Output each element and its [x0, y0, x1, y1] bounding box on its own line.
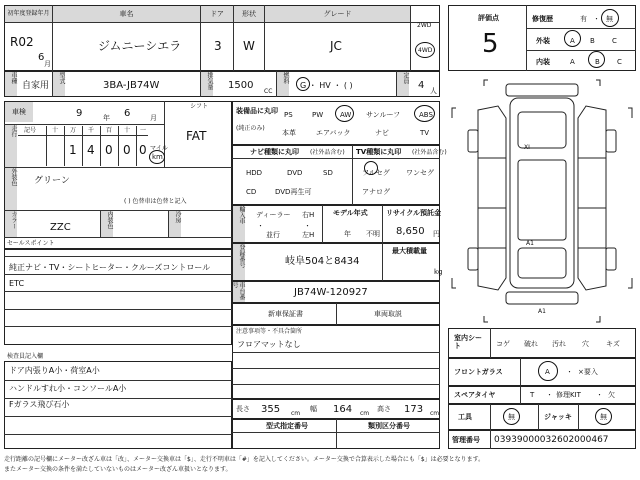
tv-fullseg: フルセグ	[362, 169, 390, 177]
inspector-line: Fガラス飛び石小	[9, 400, 70, 409]
width-value: 164	[333, 404, 353, 415]
car-name: ジムニーシエラ	[98, 39, 182, 53]
chassis-label: 車台番号	[231, 282, 245, 300]
selected-circle	[588, 51, 605, 68]
reg-month: 6	[38, 52, 45, 63]
manage-value: 03939000032602000467	[494, 435, 609, 445]
caution-box	[232, 325, 440, 399]
category-label: 車種	[5, 72, 17, 96]
manual-label: 車両取説	[374, 310, 402, 318]
shape-label: 形状	[234, 6, 264, 22]
inspector-line: ドア内張りA小・荷室A小	[9, 366, 100, 375]
odometer-unit: 記号	[24, 127, 37, 134]
length-value: 355	[261, 404, 281, 415]
color-code-value: ZZC	[50, 222, 71, 233]
grade-option: A	[570, 58, 575, 66]
import-parallel: 並行	[266, 231, 280, 239]
selected-circle	[538, 361, 558, 381]
sales-point-line: ETC	[9, 279, 25, 288]
odometer-digit: 0	[105, 143, 113, 157]
import-dot: ・	[257, 222, 264, 230]
year-unit: 年	[103, 114, 110, 122]
max-load-label: 最大積載量	[392, 247, 427, 255]
damage-mark: XI	[524, 144, 530, 151]
height-label: 高さ	[377, 405, 391, 413]
mileage-grid	[18, 126, 148, 166]
model-year-label: モデル年式	[333, 209, 368, 217]
fuel-options: G ・ HV ・ ( )	[300, 81, 353, 90]
plate-value: 岐阜504と8434	[285, 256, 360, 267]
length-label: 長さ	[236, 405, 250, 413]
spare-option: ・	[546, 391, 553, 399]
capacity-label: 定員	[397, 72, 409, 96]
person-unit: 人	[430, 87, 437, 95]
exterior-value: グリーン	[34, 176, 70, 186]
selected-circle	[414, 105, 435, 122]
odometer-unit: 千	[88, 127, 95, 134]
equipment-sunroof: サンルーフ	[366, 111, 401, 119]
spare-option: 欠	[608, 391, 615, 399]
mile-label: マイル	[150, 145, 168, 152]
plate-label: 登録番号	[233, 244, 245, 280]
hand-dot: ・	[304, 222, 311, 230]
selected-circle	[335, 105, 354, 122]
glass-option: ×要入	[578, 368, 598, 376]
selected-circle	[564, 30, 581, 47]
seat-issue: 穴	[582, 340, 589, 348]
equipment-sub: (純正のみ)	[236, 125, 265, 132]
sales-point-line: 純正ナビ・TV・シートヒーター・クルーズコントロール	[9, 263, 211, 272]
equipment-navi: ナビ	[375, 129, 389, 137]
new-warranty-label: 新車保証書	[268, 310, 303, 318]
month-unit: 月	[44, 60, 51, 68]
car-outline-icon	[448, 78, 636, 326]
glass-option: ・	[566, 368, 573, 376]
equipment-aw: AW	[340, 111, 352, 119]
row2-table	[4, 71, 440, 97]
model-year-unit: 年	[344, 230, 351, 238]
selected-circle	[149, 150, 165, 164]
drive-2wd: 2WD	[417, 22, 432, 29]
import-label: 輸入車	[233, 206, 245, 242]
score-value: 5	[482, 29, 499, 59]
equipment-airbag: エアバック	[316, 129, 351, 137]
cooler-label: 冷房	[169, 211, 181, 237]
door-label: ドア	[201, 6, 233, 22]
tv-sub: (社外品含む)	[412, 149, 447, 156]
inspection-month: 6	[124, 108, 131, 119]
reg-label: 初年度登録年月	[5, 6, 52, 22]
category-number-label: 類別区分番号	[368, 422, 410, 430]
grade-option: C	[617, 58, 622, 66]
type-designation-label: 型式指定番号	[266, 422, 308, 430]
jack-label: ジャッキ	[544, 413, 572, 421]
displacement-value: 1500	[228, 80, 254, 91]
manage-label: 管理番号	[452, 436, 480, 444]
selected-circle	[503, 408, 520, 425]
odometer-digit: 1	[69, 143, 77, 157]
shift-value: FAT	[186, 129, 207, 143]
fuel-label: 燃料	[277, 72, 289, 96]
spare-label: スペアタイヤ	[454, 391, 496, 399]
divider	[410, 5, 411, 71]
caution-label: 注意事項等・不具合箇所	[236, 328, 303, 335]
recycle-unit: 円	[433, 230, 440, 238]
recycle-label: リサイクル預託金	[386, 209, 442, 217]
sales-points-label: セールスポイント	[7, 240, 55, 247]
max-load-unit: kg	[434, 268, 443, 276]
selected-circle	[595, 408, 612, 425]
selected-circle	[364, 161, 378, 175]
equipment-title: 装備品に丸印	[236, 107, 278, 115]
navi-sub: (社外品含む)	[310, 149, 345, 156]
repair-yes: 有	[580, 15, 587, 23]
mileage-label: 走行	[5, 125, 17, 167]
color-code-label: カラー	[5, 211, 17, 237]
equipment-ps: PS	[284, 111, 293, 119]
cc-unit: CC	[264, 88, 273, 95]
grade-option: C	[612, 37, 617, 45]
cm-unit: cm	[291, 410, 301, 417]
door-count: 3	[214, 39, 222, 53]
width-label: 幅	[310, 405, 317, 413]
exterior-grade-label: 外装	[536, 37, 550, 45]
odometer-unit: 十	[52, 127, 59, 134]
navi-dvd-play: DVD再生可	[275, 188, 312, 196]
tv-oneseg: ワンセグ	[406, 169, 434, 177]
selected-circle	[601, 9, 619, 27]
inspector-label: 検査員記入欄	[7, 353, 44, 360]
navi-title: ナビ種類に丸印	[250, 148, 299, 156]
cm-unit: cm	[360, 410, 370, 417]
selected-circle	[415, 42, 435, 58]
equipment-abs: ABS	[419, 111, 433, 119]
seat-issue: キズ	[606, 340, 620, 348]
hand-right: 右H	[302, 211, 315, 219]
tools-value: 無	[508, 413, 515, 421]
grade-label: グレード	[265, 6, 410, 22]
exterior-label: 外装色	[5, 168, 17, 210]
seat-issue: 破れ	[524, 340, 538, 348]
spare-option: T	[530, 391, 535, 399]
footer-note: 走行距離の記号欄にメーター改ざん車は「改」、メーター交換車は「$」、走行不明車は「#」を記入してください。メーター交換で合算表示した場合にも「$」は必要となります。	[4, 456, 485, 463]
interior-grade-label: 内装	[536, 58, 550, 66]
grade-option: B	[590, 37, 595, 45]
month-unit: 月	[150, 114, 157, 122]
seat-issue: コゲ	[496, 340, 510, 348]
repair-label: 修復歴	[532, 15, 553, 23]
interior-label: 内装色	[101, 211, 113, 237]
odometer-digit: 0	[139, 143, 147, 157]
odometer-digit: 0	[123, 143, 131, 157]
navi-cd: CD	[246, 188, 257, 196]
inspection-label: 車検	[5, 102, 33, 122]
spare-option: 修理KIT	[556, 391, 581, 399]
model-value: 3BA-JB74W	[103, 80, 160, 91]
repair-no: 無	[606, 15, 613, 23]
recycle-value: 8,650	[396, 226, 425, 237]
exterior-note: ( ) 色替車は色替と記入	[124, 198, 187, 205]
shift-label: シフト	[190, 103, 209, 110]
navi-sd: SD	[323, 169, 333, 177]
odometer-unit: 一	[140, 127, 147, 134]
equipment-tv: TV	[420, 129, 430, 137]
reg-year: R02	[10, 35, 34, 49]
tools-label: 工具	[458, 413, 472, 421]
divider	[4, 124, 164, 125]
name-label: 車名	[53, 6, 200, 22]
model-year-unknown: 不明	[366, 230, 380, 238]
seats-label: 室内シート	[454, 334, 482, 350]
score-label: 評価点	[478, 14, 499, 22]
divider	[4, 22, 440, 23]
drive-4wd: 4WD	[418, 47, 433, 54]
damage-mark: A1	[538, 308, 546, 315]
divider	[4, 210, 232, 211]
shape-value: W	[243, 39, 255, 53]
equipment-leather: 本革	[282, 129, 296, 137]
car-diagram	[448, 78, 636, 326]
odometer-digit: 4	[87, 143, 95, 157]
inspection-year: 9	[76, 108, 83, 119]
km-label: km	[152, 153, 163, 161]
navi-hdd: HDD	[246, 169, 263, 177]
jack-value: 無	[600, 413, 607, 421]
glass-option: A	[545, 368, 550, 376]
hand-left: 左H	[302, 231, 315, 239]
height-value: 173	[404, 404, 424, 415]
odometer-unit: 万	[70, 127, 77, 134]
capacity-value: 4	[418, 80, 425, 91]
divider	[4, 167, 232, 168]
odometer-unit: 百	[106, 127, 113, 134]
tv-analog: アナログ	[362, 188, 390, 196]
footer-note: またメーター交換の条件を満たしていないものはメーター改ざん車扱いとなります。	[4, 466, 232, 473]
cm-unit: cm	[430, 410, 440, 417]
displacement-label: 排気量	[201, 72, 213, 96]
chassis-value: JB74W-120927	[294, 287, 368, 298]
inspector-line: ハンドルすれ小・コンソールA小	[9, 384, 127, 393]
odometer-unit: 十	[124, 127, 131, 134]
damage-mark: A1	[526, 240, 534, 247]
grade-option: A	[570, 37, 575, 45]
model-label: 型式	[53, 72, 65, 96]
front-glass-label: フロントガラス	[454, 368, 503, 376]
tv-title: TV種類に丸印	[356, 148, 402, 156]
selected-circle	[296, 77, 310, 91]
seat-issue: 汚れ	[552, 340, 566, 348]
repair-sep: ・	[593, 15, 600, 23]
divider	[4, 237, 232, 238]
grade-value: JC	[330, 39, 342, 53]
category-value: 自家用	[22, 81, 50, 91]
import-dealer: ディーラー	[256, 211, 291, 219]
navi-dvd: DVD	[287, 169, 303, 177]
caution-line: フロアマットなし	[237, 340, 301, 349]
spare-option: ・	[596, 391, 603, 399]
grade-option: B	[595, 58, 600, 66]
equipment-pw: PW	[312, 111, 324, 119]
